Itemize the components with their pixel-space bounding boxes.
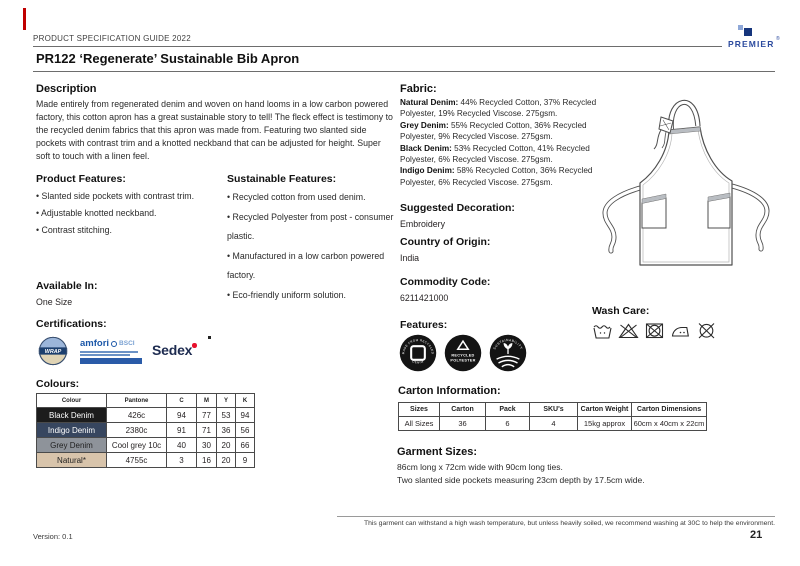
sustainable-features-list [227, 188, 397, 305]
table-row [37, 438, 255, 453]
list-item: • Eco-friendly uniform solution. [227, 286, 397, 306]
col-header: Pantone [107, 394, 167, 408]
cmyk-cell: 77 [197, 408, 217, 423]
amfori-circle-icon [111, 341, 117, 347]
colour-swatch-cell: Indigo Denim [37, 423, 107, 438]
cmyk-cell: 66 [236, 438, 255, 453]
sustainability-badge-icon [489, 334, 527, 372]
svg-text:POLYESTER: POLYESTER [450, 358, 476, 363]
col-header: K [236, 394, 255, 408]
bsci-label: BSCI [119, 340, 135, 347]
title-rule [33, 71, 775, 72]
do-not-tumble-dry-icon [643, 321, 666, 340]
logo-square-dark [744, 28, 752, 36]
colour-swatch-cell: Black Denim [37, 408, 107, 423]
cmyk-cell: 94 [167, 408, 197, 423]
table-row [37, 408, 255, 423]
col-header: Sizes [399, 403, 440, 417]
colours-table [36, 393, 255, 468]
garment-size-line: 86cm long x 72cm wide with 90cm long ties. [397, 462, 563, 472]
colours-heading: Colours: [36, 378, 80, 390]
garment-sizes-text [397, 461, 757, 486]
cmyk-cell: 53 [217, 408, 236, 423]
commodity-code-value: 6211421000 [400, 293, 449, 303]
colour-swatch-cell: Natural* [37, 453, 107, 468]
dot-mark [208, 336, 211, 339]
fabric-entry [400, 143, 622, 166]
col-header: Carton Dimensions [632, 403, 707, 417]
cmyk-cell: 20 [217, 438, 236, 453]
sedex-logo: Sedex [152, 342, 193, 358]
list-item: • Manufactured in a low carbon powered factory. [227, 247, 397, 286]
cmyk-cell: 71 [197, 423, 217, 438]
recycled-denim-badge-icon [399, 334, 437, 372]
list-item: • Slanted side pockets with contrast trim. [36, 188, 228, 205]
iron-icon [669, 321, 692, 340]
pantone-cell: Cool grey 10c [107, 438, 167, 453]
product-features-heading: Product Features: [36, 173, 126, 185]
col-header: Pack [486, 403, 530, 417]
neckband [669, 100, 700, 129]
sedex-red-dot-icon [192, 343, 197, 348]
pantone-cell: 426c [107, 408, 167, 423]
premier-logo [727, 25, 781, 55]
pantone-cell: 2380c [107, 423, 167, 438]
table-header-row [399, 403, 707, 417]
amfori-bsci-logo [80, 338, 146, 364]
registered-mark: ® [776, 36, 780, 42]
description-heading: Description [36, 83, 97, 95]
available-in-heading: Available In: [36, 280, 98, 292]
fabric-name: Natural Denim: [400, 98, 459, 107]
svg-text:WRAP: WRAP [44, 348, 62, 355]
carton-cell: All Sizes [399, 417, 440, 431]
fabric-name: Indigo Denim: [400, 166, 455, 176]
col-header: Carton [440, 403, 486, 417]
feature-badges [399, 334, 527, 372]
cmyk-cell: 36 [217, 423, 236, 438]
red-accent-bar [23, 8, 26, 30]
cmyk-cell: 94 [236, 408, 255, 423]
col-header: Carton Weight [578, 403, 632, 417]
carton-information-heading: Carton Information: [398, 385, 501, 397]
amfori-strip [80, 358, 142, 364]
brand-name: PREMIER [728, 39, 775, 49]
garment-sizes-heading: Garment Sizes: [397, 446, 478, 458]
fabric-name: Black Denim: [400, 143, 452, 153]
amfori-tagline-bar [80, 354, 130, 356]
col-header: Y [217, 394, 236, 408]
carton-cell: 6 [486, 417, 530, 431]
available-in-value: One Size [36, 297, 73, 307]
wash-care-icons [591, 321, 718, 340]
page-title: PR122 ‘Regenerate’ Sustainable Bib Apron [36, 51, 300, 66]
carton-cell: 15kg approx [578, 417, 632, 431]
recycled-polyester-badge-icon [444, 334, 482, 372]
cmyk-cell: 30 [197, 438, 217, 453]
col-header: SKU's [530, 403, 578, 417]
cmyk-cell: 3 [167, 453, 197, 468]
fabric-body [400, 97, 622, 188]
amfori-label: amfori [80, 338, 110, 349]
amfori-tagline-bar [80, 351, 138, 353]
page-number: 21 [750, 529, 763, 541]
svg-text:MADE FROM RECYCLED: MADE FROM RECYCLED [401, 338, 435, 355]
fabric-entry [400, 120, 622, 143]
right-pocket [708, 193, 730, 228]
suggested-decoration-heading: Suggested Decoration: [400, 202, 515, 214]
fabric-composition: 44% Recycled Cotton, 37% Recycled Polyester, 19% Recycled Viscose. 275gsm. [400, 98, 597, 119]
cmyk-cell: 20 [217, 453, 236, 468]
table-header-row [37, 394, 255, 408]
list-item: • Contrast stitching. [36, 222, 228, 239]
colour-swatch-cell: Grey Denim [37, 438, 107, 453]
table-row [37, 453, 255, 468]
footer-rule [337, 516, 775, 517]
fabric-composition: 58% Recycled Cotton, 36% Recycled Polyester, 6% Recycled Viscose. 275gsm. [400, 166, 593, 187]
carton-cell: 36 [440, 417, 486, 431]
carton-cell: 4 [530, 417, 578, 431]
list-item: • Recycled cotton from used denim. [227, 188, 397, 208]
header-rule [33, 46, 722, 47]
col-header: Colour [37, 394, 107, 408]
suggested-decoration-value: Embroidery [400, 219, 445, 229]
country-of-origin-heading: Country of Origin: [400, 236, 491, 248]
garment-size-line: Two slanted side pockets measuring 23cm depth by 17.5cm wide. [397, 474, 645, 485]
svg-text:SUSTAINABILITY: SUSTAINABILITY [492, 338, 524, 351]
col-header: C [167, 394, 197, 408]
product-features-list [36, 188, 228, 239]
version-label: Version: 0.1 [33, 532, 73, 541]
machine-wash-icon [591, 321, 614, 340]
apron-line-drawing [597, 86, 791, 278]
certification-logos [36, 334, 256, 372]
features-heading: Features: [400, 319, 448, 331]
description-body: Made entirely from regenerated denim and woven on hand looms in a low carbon powered factory, this cotton apron has a great sustainable story to tell! The fleck effect is testimony to the recycled denim fabrics that this apron was made from. Featuring two slanted side pockets with contrast trim and a knotted neckband that can be adjusted for height. Super soft to touch with a linen feel. [36, 99, 393, 161]
fabric-entry [400, 97, 622, 120]
sustainable-features-heading: Sustainable Features: [227, 173, 337, 185]
list-item: • Adjustable knotted neckband. [36, 205, 228, 222]
list-item: • Recycled Polyester from post - consumer plastic. [227, 208, 397, 247]
carton-table [398, 402, 707, 431]
cmyk-cell: 9 [236, 453, 255, 468]
table-row [37, 423, 255, 438]
fabric-entry [400, 165, 622, 188]
left-pocket [642, 194, 666, 228]
do-not-dry-clean-icon [695, 321, 718, 340]
cmyk-cell: 91 [167, 423, 197, 438]
wash-care-heading: Wash Care: [592, 305, 650, 317]
cmyk-cell: 16 [197, 453, 217, 468]
certifications-heading: Certifications: [36, 318, 107, 330]
carton-cell: 60cm x 40cm x 22cm [632, 417, 707, 431]
pantone-cell: 4755c [107, 453, 167, 468]
svg-text:DENIM: DENIM [411, 359, 425, 365]
table-row [399, 417, 707, 431]
fabric-composition: 55% Recycled Cotton, 36% Recycled Polyester, 9% Recycled Viscose. 275gsm. [400, 120, 587, 142]
footer-note: This garment can withstand a high wash temperature, but unless heavily soiled, we recommend washing at 30C to help the environment. [363, 520, 775, 527]
col-header: M [197, 394, 217, 408]
country-of-origin-value: India [400, 253, 420, 263]
wrap-logo-icon [38, 336, 68, 366]
fabric-composition: 53% Recycled Cotton, 41% Recycled Polyester, 6% Recycled Viscose. 275gsm. [400, 143, 590, 165]
commodity-code-heading: Commodity Code: [400, 276, 491, 288]
cmyk-cell: 56 [236, 423, 255, 438]
logo-square-light [738, 25, 743, 30]
fabric-heading: Fabric: [400, 83, 437, 95]
svg-text:RECYCLED: RECYCLED [451, 353, 475, 358]
fabric-name: Grey Denim: [400, 120, 449, 130]
guide-label: PRODUCT SPECIFICATION GUIDE 2022 [33, 34, 191, 43]
do-not-bleach-icon [617, 321, 640, 340]
cmyk-cell: 40 [167, 438, 197, 453]
